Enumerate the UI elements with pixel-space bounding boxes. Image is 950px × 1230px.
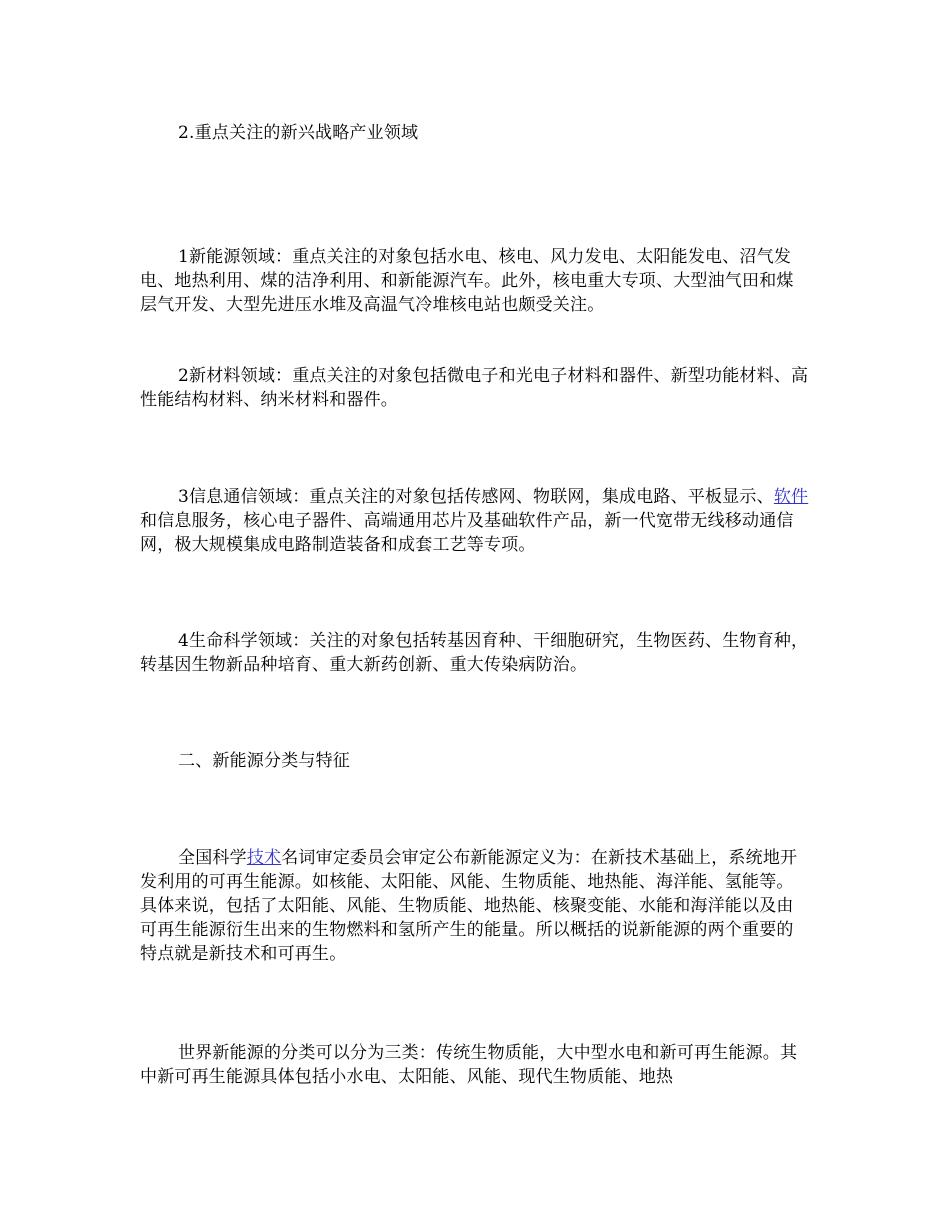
software-link[interactable]: 软件 (773, 487, 809, 507)
section-heading-emerging-industries: 2.重点关注的新兴战略产业领域 (178, 123, 419, 143)
paragraph-information-communication-field (140, 485, 810, 557)
paragraph-new-energy-definition (140, 846, 810, 966)
paragraph-new-materials-field: 2新材料领域：重点关注的对象包括微电子和光电子材料和器件、新型功能材料、高性能结构材料、纳米材料和器件。 (140, 366, 809, 410)
paragraph-new-energy-field: 1新能源领域：重点关注的对象包括水电、核电、风力发电、太阳能发电、沼气发电、地热利用、煤的洁净利用、和新能源汽车。此外，核电重大专项、大型油气田和煤层气开发、大型先进压水堆及高温气冷堆核电站也颇受关注。 (140, 247, 794, 315)
info-text-after: 和信息服务，核心电子器件、高端通用芯片及基础软件产品，新一代宽带无线移动通信网，极大规模集成电路制造装备和成套工艺等专项。 (140, 511, 794, 555)
definition-text-before: 全国科学 (178, 848, 247, 868)
paragraph-new-energy-classification: 世界新能源的分类可以分为三类：传统生物质能，大中型水电和新可再生能源。其中新可再生能源具体包括小水电、太阳能、风能、现代生物质能、地热 (140, 1043, 798, 1087)
technology-link[interactable]: 技术 (246, 848, 282, 868)
section-heading-new-energy-classification: 二、新能源分类与特征 (178, 751, 350, 771)
info-text-before: 3信息通信领域：重点关注的对象包括传感网、物联网，集成电路、平板显示、 (178, 487, 774, 507)
paragraph-life-science-field: 4生命科学领域：关注的对象包括转基因育种、干细胞研究，生物医药、生物育种，转基因生物新品种培育、重大新药创新、重大传染病防治。 (140, 631, 809, 675)
definition-text-after: 名词审定委员会审定公布新能源定义为：在新技术基础上，系统地开发利用的可再生能源。如核能、太阳能、风能、生物质能、地热能、海洋能、氢能等。具体来说，包括了太阳能、风能、生物质能、地热能、核聚变能、水能和海洋能以及由可再生能源衍生出来的生物燃料和氢所产生的能量。所以概括的说新能源的两个重要的特点就是新技术和可再生。 (140, 848, 798, 964)
